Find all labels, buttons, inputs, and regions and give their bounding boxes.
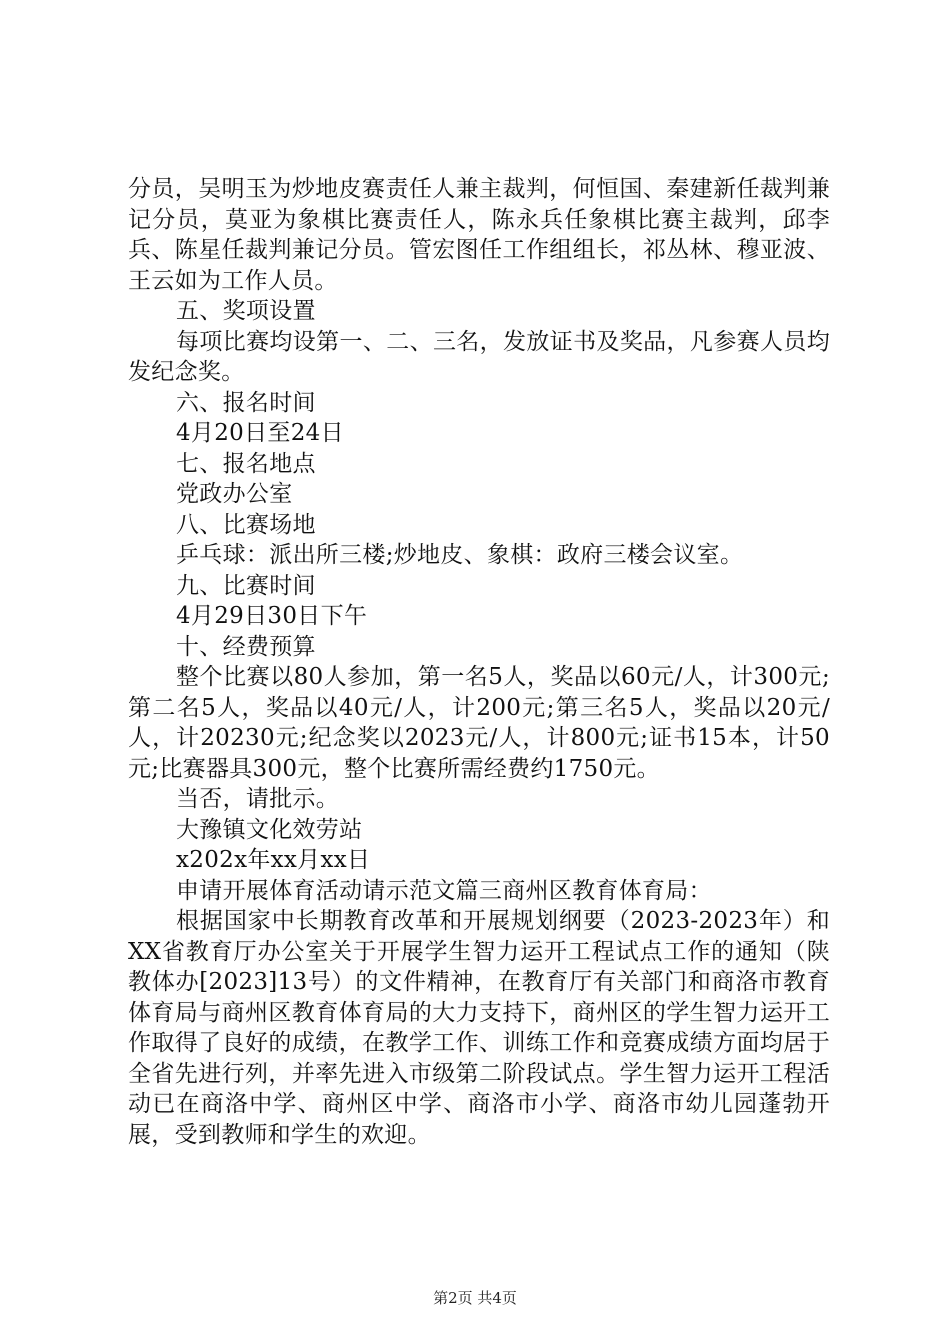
paragraph: 根据国家中长期教育改革和开展规划纲要（2023-2023年）和XX省教育厅办公室关于开展学生智力运开工程试点工作的通知（陕教体办[2023]13号）的文件精神，在教育厅有关部门和商洛市教育体育局与商州区教育体育局的大力支持下，商州区的学生智力运开工作取得了良好的成绩，在教学工作、训练工作和竞赛成绩方面均居于全省先进行列，并率先进入市级第二阶段试点。学生智力运开工程活动已在商洛中学、商州区中学、商洛市小学、商洛市幼儿园蓬勃开展，受到教师和学生的欢迎。 <box>128 908 830 1148</box>
document-body <box>128 174 830 1150</box>
paragraph: 每项比赛均设第一、二、三名，发放证书及奖品，凡参赛人员均发纪念奖。 <box>128 328 830 385</box>
paragraph: 分员，吴明玉为炒地皮赛责任人兼主裁判，何恒国、秦建新任裁判兼记分员，莫亚为象棋比赛责任人，陈永兵任象棋比赛主裁判，邱李兵、陈星任裁判兼记分员。管宏图任工作组组长，祁丛林、穆亚波、王云如为工作人员。 <box>128 176 830 294</box>
page-footer: 第2页 共4页 <box>433 1289 517 1307</box>
section-heading: 十、经费预算 <box>176 633 316 660</box>
section-heading: 八、比赛场地 <box>176 511 316 538</box>
paragraph: 4月20日至24日 <box>176 420 344 446</box>
signature-date: x202x年xx月xx日 <box>176 847 371 873</box>
paragraph: 申请开展体育活动请示范文篇三商州区教育体育局： <box>176 877 712 904</box>
section-heading: 七、报名地点 <box>176 450 316 477</box>
paragraph: 党政办公室 <box>176 481 293 507</box>
paragraph: 4月29日30日下午 <box>176 603 368 629</box>
section-heading: 五、奖项设置 <box>176 298 316 324</box>
signature-organization: 大豫镇文化效劳站 <box>176 816 363 843</box>
paragraph: 当否，请批示。 <box>176 786 340 812</box>
section-heading: 六、报名时间 <box>176 389 316 416</box>
paragraph: 整个比赛以80人参加，第一名5人，奖品以60元/人，计300元;第二名5人，奖品以40元/人，计200元;第三名5人，奖品以20元/人，计20230元;纪念奖以2023元/人，计800元;证书15本，计50元;比赛器具300元，整个比赛所需经费约1750元。 <box>128 664 830 782</box>
section-heading: 九、比赛时间 <box>176 572 316 599</box>
paragraph: 乒乓球：派出所三楼;炒地皮、象棋：政府三楼会议室。 <box>176 542 744 568</box>
